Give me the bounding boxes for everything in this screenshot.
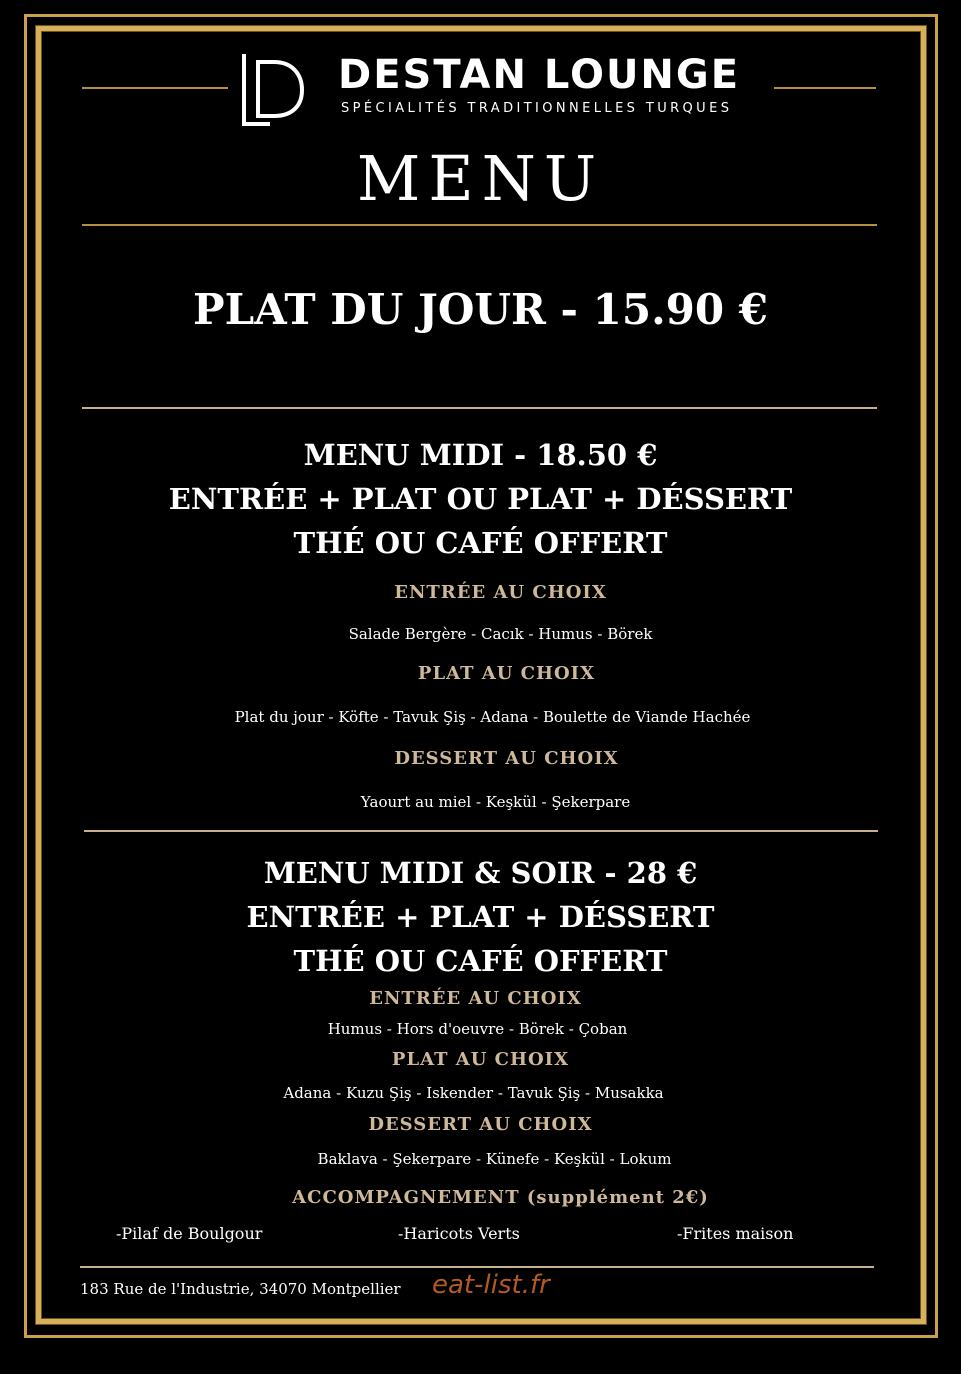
soir-dessert-label: DESSERT AU CHOIX <box>368 1114 593 1135</box>
midi-dessert-items: Yaourt au miel - Keşkül - Şekerpare <box>360 793 631 811</box>
brand-name: DESTAN LOUNGE <box>338 52 741 98</box>
soir-dessert-items: Baklava - Şekerpare - Künefe - Keşkül - Lokum <box>317 1150 672 1168</box>
menu-midi-price: MENU MIDI - 18.50 € <box>303 438 658 472</box>
midi-entree-label: ENTRÉE AU CHOIX <box>394 582 607 603</box>
menu-soir-heading <box>0 851 961 983</box>
menu-soir-offer: THÉ OU CAFÉ OFFERT <box>293 944 668 978</box>
menu-soir-price: MENU MIDI & SOIR - 28 € <box>263 856 698 890</box>
midi-plat-label: PLAT AU CHOIX <box>417 663 596 684</box>
logo-monogram <box>240 50 306 128</box>
midi-plat-items: Plat du jour - Köfte - Tavuk Şiş - Adana - Boulette de Viande Hachée <box>234 708 751 726</box>
plat-du-jour: PLAT DU JOUR - 15.90 € <box>193 285 768 334</box>
soir-plat-items: Adana - Kuzu Şiş - Iskender - Tavuk Şiş - Musakka <box>283 1084 664 1102</box>
section-divider-2 <box>84 830 878 832</box>
brand-tagline: SPÉCIALITÉS TRADITIONNELLES TURQUES <box>341 101 733 116</box>
soir-entree-label: ENTRÉE AU CHOIX <box>369 988 582 1009</box>
accompagnement-label: ACCOMPAGNEMENT (supplément 2€) <box>292 1187 709 1208</box>
menu-midi-heading <box>0 433 961 565</box>
soir-plat-label: PLAT AU CHOIX <box>391 1049 570 1070</box>
midi-dessert-label: DESSERT AU CHOIX <box>394 748 619 769</box>
section-divider-1 <box>82 407 877 409</box>
soir-entree-items: Humus - Hors d'oeuvre - Börek - Çoban <box>327 1020 628 1038</box>
header-left-rule <box>82 87 228 89</box>
menu-title: MENU <box>356 142 605 215</box>
accompaniment-frites: -Frites maison <box>677 1224 794 1243</box>
header-right-rule <box>774 87 876 89</box>
footer-rule <box>80 1266 874 1268</box>
menu-midi-formula: ENTRÉE + PLAT OU PLAT + DÉSSERT <box>168 482 793 516</box>
title-rule <box>82 224 877 226</box>
menu-soir-formula: ENTRÉE + PLAT + DÉSSERT <box>246 900 715 934</box>
restaurant-address: 183 Rue de l'Industrie, 34070 Montpellier <box>80 1280 401 1298</box>
accompaniment-haricots: -Haricots Verts <box>398 1224 520 1243</box>
accompaniment-pilaf: -Pilaf de Boulgour <box>116 1224 263 1243</box>
menu-midi-offer: THÉ OU CAFÉ OFFERT <box>293 526 668 560</box>
watermark-text: eat-list.fr <box>432 1270 550 1300</box>
midi-entree-items: Salade Bergère - Cacık - Humus - Börek <box>348 625 653 643</box>
